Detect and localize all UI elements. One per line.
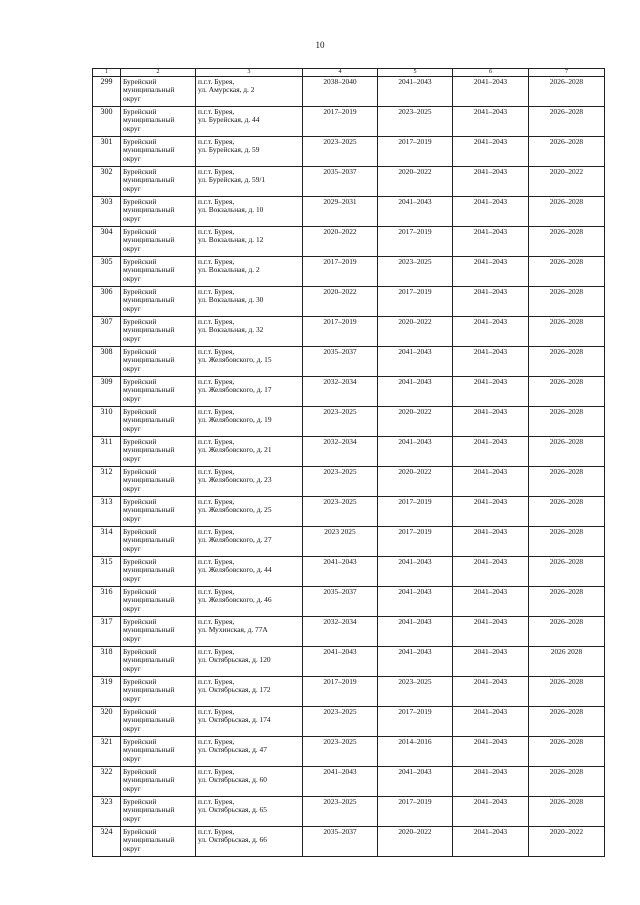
- address-line-street: ул. Октябрьская, д. 174: [198, 715, 271, 725]
- district-cell: Бурейский муниципальный округ: [121, 797, 196, 827]
- period-col4: 2035–2037: [303, 827, 378, 857]
- row-number: 305: [93, 257, 121, 287]
- address-cell: [196, 827, 303, 857]
- period-col5: 2014–2016: [378, 737, 453, 767]
- period-col6: 2041–2043: [453, 737, 529, 767]
- address-cell: [196, 197, 303, 227]
- period-col7: 2026–2028: [529, 107, 605, 137]
- table-row: [93, 197, 605, 227]
- row-number: 324: [93, 827, 121, 857]
- address-line-street: ул. Октябрьская, д. 60: [198, 775, 267, 785]
- period-col7: 2026–2028: [529, 227, 605, 257]
- period-col6: 2041–2043: [453, 617, 529, 647]
- period-col4: 2023–2025: [303, 407, 378, 437]
- address-cell: [196, 647, 303, 677]
- period-col6: 2041–2043: [453, 317, 529, 347]
- table-row: [93, 257, 605, 287]
- period-col4: 2017–2019: [303, 677, 378, 707]
- period-col5: 2041–2043: [378, 377, 453, 407]
- district-cell: Бурейский муниципальный округ: [121, 77, 196, 107]
- table-row: [93, 227, 605, 257]
- address-line-street: ул. Желябовского, д. 17: [198, 385, 272, 395]
- row-number: 317: [93, 617, 121, 647]
- district-cell: Бурейский муниципальный округ: [121, 107, 196, 137]
- address-line-street: ул. Вокзальная, д. 12: [198, 235, 264, 245]
- address-line-settlement: п.г.т. Бурея,: [198, 677, 235, 686]
- address-line-settlement: п.г.т. Бурея,: [198, 617, 235, 626]
- district-cell: Бурейский муниципальный округ: [121, 767, 196, 797]
- address-line-settlement: п.г.т. Бурея,: [198, 347, 235, 356]
- period-col5: 2023–2025: [378, 107, 453, 137]
- period-col7: 2026–2028: [529, 767, 605, 797]
- table-row: [93, 77, 605, 107]
- period-col6: 2041–2043: [453, 347, 529, 377]
- period-col7: 2026–2028: [529, 437, 605, 467]
- schedule-table: [92, 68, 605, 857]
- column-header: 1: [93, 69, 121, 77]
- period-col5: 2017–2019: [378, 797, 453, 827]
- period-col5: 2023–2025: [378, 257, 453, 287]
- district-cell: Бурейский муниципальный округ: [121, 647, 196, 677]
- row-number: 302: [93, 167, 121, 197]
- address-line-street: ул. Вокзальная, д. 10: [198, 205, 264, 215]
- address-line-settlement: п.г.т. Бурея,: [198, 467, 235, 476]
- district-cell: Бурейский муниципальный округ: [121, 257, 196, 287]
- period-col4: 2035–2037: [303, 347, 378, 377]
- district-cell: Бурейский муниципальный округ: [121, 527, 196, 557]
- address-line-settlement: п.г.т. Бурея,: [198, 797, 235, 806]
- row-number: 310: [93, 407, 121, 437]
- period-col7: 2026–2028: [529, 497, 605, 527]
- period-col7: 2026–2028: [529, 797, 605, 827]
- period-col6: 2041–2043: [453, 167, 529, 197]
- address-line-street: ул. Мухинская, д. 77А: [198, 625, 268, 635]
- period-col5: 2020–2022: [378, 827, 453, 857]
- address-cell: [196, 407, 303, 437]
- period-col4: 2032–2034: [303, 377, 378, 407]
- row-number: 314: [93, 527, 121, 557]
- period-col5: 2041–2043: [378, 767, 453, 797]
- address-line-street: ул. Желябовского, д. 23: [198, 475, 272, 485]
- period-col4: 2041–2043: [303, 767, 378, 797]
- table-row: [93, 647, 605, 677]
- period-col5: 2020–2022: [378, 317, 453, 347]
- address-cell: [196, 227, 303, 257]
- address-line-street: ул. Желябовского, д. 46: [198, 595, 272, 605]
- period-col5: 2020–2022: [378, 167, 453, 197]
- address-line-street: ул. Октябрьская, д. 120: [198, 655, 271, 665]
- table-row: [93, 317, 605, 347]
- period-col7: 2026–2028: [529, 317, 605, 347]
- period-col7: 2026–2028: [529, 257, 605, 287]
- district-cell: Бурейский муниципальный округ: [121, 677, 196, 707]
- address-line-street: ул. Октябрьская, д. 65: [198, 805, 267, 815]
- period-col7: 2026–2028: [529, 77, 605, 107]
- table-row: [93, 347, 605, 377]
- period-col4: 2029–2031: [303, 197, 378, 227]
- column-header: 7: [529, 69, 605, 77]
- district-cell: Бурейский муниципальный округ: [121, 407, 196, 437]
- period-col7: 2026–2028: [529, 677, 605, 707]
- address-cell: [196, 137, 303, 167]
- row-number: 312: [93, 467, 121, 497]
- address-line-settlement: п.г.т. Бурея,: [198, 437, 235, 446]
- table-row: [93, 467, 605, 497]
- column-header: 2: [121, 69, 196, 77]
- period-col5: 2041–2043: [378, 617, 453, 647]
- period-col5: 2041–2043: [378, 557, 453, 587]
- address-line-street: ул. Желябовского, д. 15: [198, 355, 272, 365]
- address-line-settlement: п.г.т. Бурея,: [198, 827, 235, 836]
- period-col7: 2026–2028: [529, 377, 605, 407]
- period-col4: 2023 2025: [303, 527, 378, 557]
- row-number: 322: [93, 767, 121, 797]
- table-row: [93, 617, 605, 647]
- row-number: 304: [93, 227, 121, 257]
- address-cell: [196, 257, 303, 287]
- period-col6: 2041–2043: [453, 227, 529, 257]
- period-col7: 2026–2028: [529, 617, 605, 647]
- period-col4: 2023–2025: [303, 737, 378, 767]
- address-cell: [196, 527, 303, 557]
- address-cell: [196, 497, 303, 527]
- period-col5: 2041–2043: [378, 197, 453, 227]
- period-col6: 2041–2043: [453, 677, 529, 707]
- period-col4: 2035–2037: [303, 587, 378, 617]
- district-cell: Бурейский муниципальный округ: [121, 707, 196, 737]
- table-row: [93, 107, 605, 137]
- address-cell: [196, 287, 303, 317]
- table-row: [93, 707, 605, 737]
- district-cell: Бурейский муниципальный округ: [121, 497, 196, 527]
- table-row: [93, 377, 605, 407]
- period-col5: 2020–2022: [378, 407, 453, 437]
- district-cell: Бурейский муниципальный округ: [121, 587, 196, 617]
- address-line-settlement: п.г.т. Бурея,: [198, 107, 235, 116]
- period-col6: 2041–2043: [453, 467, 529, 497]
- period-col6: 2041–2043: [453, 707, 529, 737]
- address-line-settlement: п.г.т. Бурея,: [198, 167, 235, 176]
- period-col7: 2026–2028: [529, 557, 605, 587]
- table-row: [93, 797, 605, 827]
- row-number: 316: [93, 587, 121, 617]
- period-col5: 2017–2019: [378, 707, 453, 737]
- address-cell: [196, 167, 303, 197]
- address-line-settlement: п.г.т. Бурея,: [198, 647, 235, 656]
- address-line-street: ул. Желябовского, д. 27: [198, 535, 272, 545]
- period-col4: 2041–2043: [303, 557, 378, 587]
- table-row: [93, 767, 605, 797]
- period-col4: 2038–2040: [303, 77, 378, 107]
- row-number: 319: [93, 677, 121, 707]
- address-cell: [196, 797, 303, 827]
- table-row: [93, 737, 605, 767]
- period-col4: 2023–2025: [303, 497, 378, 527]
- address-line-settlement: п.г.т. Бурея,: [198, 707, 235, 716]
- address-line-street: ул. Бурейская, д. 59: [198, 145, 260, 155]
- period-col6: 2041–2043: [453, 437, 529, 467]
- row-number: 309: [93, 377, 121, 407]
- address-line-settlement: п.г.т. Бурея,: [198, 587, 235, 596]
- address-line-street: ул. Вокзальная, д. 30: [198, 295, 264, 305]
- period-col6: 2041–2043: [453, 527, 529, 557]
- period-col7: 2026–2028: [529, 587, 605, 617]
- period-col7: 2026–2028: [529, 137, 605, 167]
- period-col7: 2020–2022: [529, 827, 605, 857]
- period-col6: 2041–2043: [453, 497, 529, 527]
- address-line-settlement: п.г.т. Бурея,: [198, 317, 235, 326]
- address-cell: [196, 737, 303, 767]
- address-line-street: ул. Октябрьская, д. 47: [198, 745, 267, 755]
- district-cell: Бурейский муниципальный округ: [121, 167, 196, 197]
- address-line-settlement: п.г.т. Бурея,: [198, 227, 235, 236]
- address-line-street: ул. Желябовского, д. 19: [198, 415, 272, 425]
- district-cell: Бурейский муниципальный округ: [121, 617, 196, 647]
- address-line-settlement: п.г.т. Бурея,: [198, 497, 235, 506]
- period-col7: 2026–2028: [529, 197, 605, 227]
- period-col5: 2041–2043: [378, 437, 453, 467]
- period-col7: 2026–2028: [529, 287, 605, 317]
- period-col4: 2032–2034: [303, 437, 378, 467]
- table-row: [93, 497, 605, 527]
- row-number: 318: [93, 647, 121, 677]
- period-col7: 2026–2028: [529, 407, 605, 437]
- period-col5: 2041–2043: [378, 347, 453, 377]
- district-cell: Бурейский муниципальный округ: [121, 137, 196, 167]
- address-cell: [196, 467, 303, 497]
- column-header: 3: [196, 69, 303, 77]
- period-col5: 2041–2043: [378, 587, 453, 617]
- period-col4: 2020–2022: [303, 287, 378, 317]
- period-col5: 2017–2019: [378, 527, 453, 557]
- period-col7: 2026–2028: [529, 737, 605, 767]
- period-col6: 2041–2043: [453, 197, 529, 227]
- address-cell: [196, 617, 303, 647]
- period-col6: 2041–2043: [453, 257, 529, 287]
- table-row: [93, 437, 605, 467]
- period-col6: 2041–2043: [453, 647, 529, 677]
- row-number: 311: [93, 437, 121, 467]
- table-row: [93, 167, 605, 197]
- address-line-settlement: п.г.т. Бурея,: [198, 527, 235, 536]
- address-cell: [196, 677, 303, 707]
- district-cell: Бурейский муниципальный округ: [121, 827, 196, 857]
- district-cell: Бурейский муниципальный округ: [121, 317, 196, 347]
- address-cell: [196, 347, 303, 377]
- district-cell: Бурейский муниципальный округ: [121, 557, 196, 587]
- table-row: [93, 527, 605, 557]
- row-number: 303: [93, 197, 121, 227]
- row-number: 321: [93, 737, 121, 767]
- address-line-street: ул. Амурская, д. 2: [198, 85, 255, 95]
- period-col7: 2020–2022: [529, 167, 605, 197]
- column-header: 6: [453, 69, 529, 77]
- period-col4: 2023–2025: [303, 797, 378, 827]
- address-line-street: ул. Вокзальная, д. 2: [198, 265, 260, 275]
- period-col5: 2041–2043: [378, 77, 453, 107]
- address-line-street: ул. Желябовского, д. 44: [198, 565, 272, 575]
- row-number: 308: [93, 347, 121, 377]
- period-col7: 2026–2028: [529, 467, 605, 497]
- period-col4: 2023–2025: [303, 137, 378, 167]
- district-cell: Бурейский муниципальный округ: [121, 197, 196, 227]
- period-col4: 2017–2019: [303, 257, 378, 287]
- address-cell: [196, 767, 303, 797]
- period-col6: 2041–2043: [453, 77, 529, 107]
- period-col5: 2017–2019: [378, 287, 453, 317]
- table-row: [93, 827, 605, 857]
- period-col6: 2041–2043: [453, 557, 529, 587]
- period-col6: 2041–2043: [453, 767, 529, 797]
- address-line-settlement: п.г.т. Бурея,: [198, 287, 235, 296]
- row-number: 320: [93, 707, 121, 737]
- period-col5: 2023–2025: [378, 677, 453, 707]
- period-col5: 2020–2022: [378, 467, 453, 497]
- period-col7: 2026–2028: [529, 707, 605, 737]
- row-number: 300: [93, 107, 121, 137]
- row-number: 323: [93, 797, 121, 827]
- address-cell: [196, 317, 303, 347]
- table-row: [93, 287, 605, 317]
- district-cell: Бурейский муниципальный округ: [121, 287, 196, 317]
- address-cell: [196, 707, 303, 737]
- period-col4: 2035–2037: [303, 167, 378, 197]
- address-line-street: ул. Октябрьская, д. 66: [198, 835, 267, 845]
- column-header: 4: [303, 69, 378, 77]
- district-cell: Бурейский муниципальный округ: [121, 467, 196, 497]
- address-line-street: ул. Бурейская, д. 44: [198, 115, 260, 125]
- district-cell: Бурейский муниципальный округ: [121, 227, 196, 257]
- row-number: 306: [93, 287, 121, 317]
- period-col4: 2020–2022: [303, 227, 378, 257]
- table-row: [93, 137, 605, 167]
- column-header: 5: [378, 69, 453, 77]
- address-cell: [196, 437, 303, 467]
- period-col4: 2023–2025: [303, 467, 378, 497]
- address-line-settlement: п.г.т. Бурея,: [198, 767, 235, 776]
- address-cell: [196, 587, 303, 617]
- address-line-settlement: п.г.т. Бурея,: [198, 257, 235, 266]
- period-col5: 2017–2019: [378, 137, 453, 167]
- district-cell: Бурейский муниципальный округ: [121, 737, 196, 767]
- period-col6: 2041–2043: [453, 587, 529, 617]
- address-line-settlement: п.г.т. Бурея,: [198, 197, 235, 206]
- table-header-row: [93, 69, 605, 77]
- period-col6: 2041–2043: [453, 797, 529, 827]
- address-line-settlement: п.г.т. Бурея,: [198, 407, 235, 416]
- period-col4: 2023–2025: [303, 707, 378, 737]
- address-line-settlement: п.г.т. Бурея,: [198, 77, 235, 86]
- address-cell: [196, 77, 303, 107]
- address-cell: [196, 377, 303, 407]
- table-row: [93, 407, 605, 437]
- table-row: [93, 587, 605, 617]
- period-col4: 2032–2034: [303, 617, 378, 647]
- period-col7: 2026 2028: [529, 647, 605, 677]
- address-cell: [196, 107, 303, 137]
- page-number: 10: [315, 40, 325, 50]
- period-col6: 2041–2043: [453, 287, 529, 317]
- address-line-settlement: п.г.т. Бурея,: [198, 557, 235, 566]
- address-line-street: ул. Желябовского, д. 25: [198, 505, 272, 515]
- table-row: [93, 557, 605, 587]
- row-number: 313: [93, 497, 121, 527]
- period-col6: 2041–2043: [453, 137, 529, 167]
- address-line-street: ул. Октябрьская, д. 172: [198, 685, 271, 695]
- period-col7: 2026–2028: [529, 347, 605, 377]
- row-number: 315: [93, 557, 121, 587]
- address-line-settlement: п.г.т. Бурея,: [198, 137, 235, 146]
- period-col4: 2041–2043: [303, 647, 378, 677]
- period-col4: 2017–2019: [303, 107, 378, 137]
- address-line-street: ул. Вокзальная, д. 32: [198, 325, 264, 335]
- address-line-street: ул. Бурейская, д. 59/1: [198, 175, 266, 185]
- period-col7: 2026–2028: [529, 527, 605, 557]
- period-col6: 2041–2043: [453, 107, 529, 137]
- address-line-settlement: п.г.т. Бурея,: [198, 737, 235, 746]
- district-cell: Бурейский муниципальный округ: [121, 437, 196, 467]
- address-line-street: ул. Желябовского, д. 21: [198, 445, 272, 455]
- period-col5: 2041–2043: [378, 647, 453, 677]
- address-cell: [196, 557, 303, 587]
- row-number: 307: [93, 317, 121, 347]
- period-col6: 2041–2043: [453, 407, 529, 437]
- period-col6: 2041–2043: [453, 377, 529, 407]
- period-col5: 2017–2019: [378, 497, 453, 527]
- period-col5: 2017–2019: [378, 227, 453, 257]
- address-line-settlement: п.г.т. Бурея,: [198, 377, 235, 386]
- district-cell: Бурейский муниципальный округ: [121, 377, 196, 407]
- district-cell: Бурейский муниципальный округ: [121, 347, 196, 377]
- table-row: [93, 677, 605, 707]
- row-number: 301: [93, 137, 121, 167]
- row-number: 299: [93, 77, 121, 107]
- period-col6: 2041–2043: [453, 827, 529, 857]
- period-col4: 2017–2019: [303, 317, 378, 347]
